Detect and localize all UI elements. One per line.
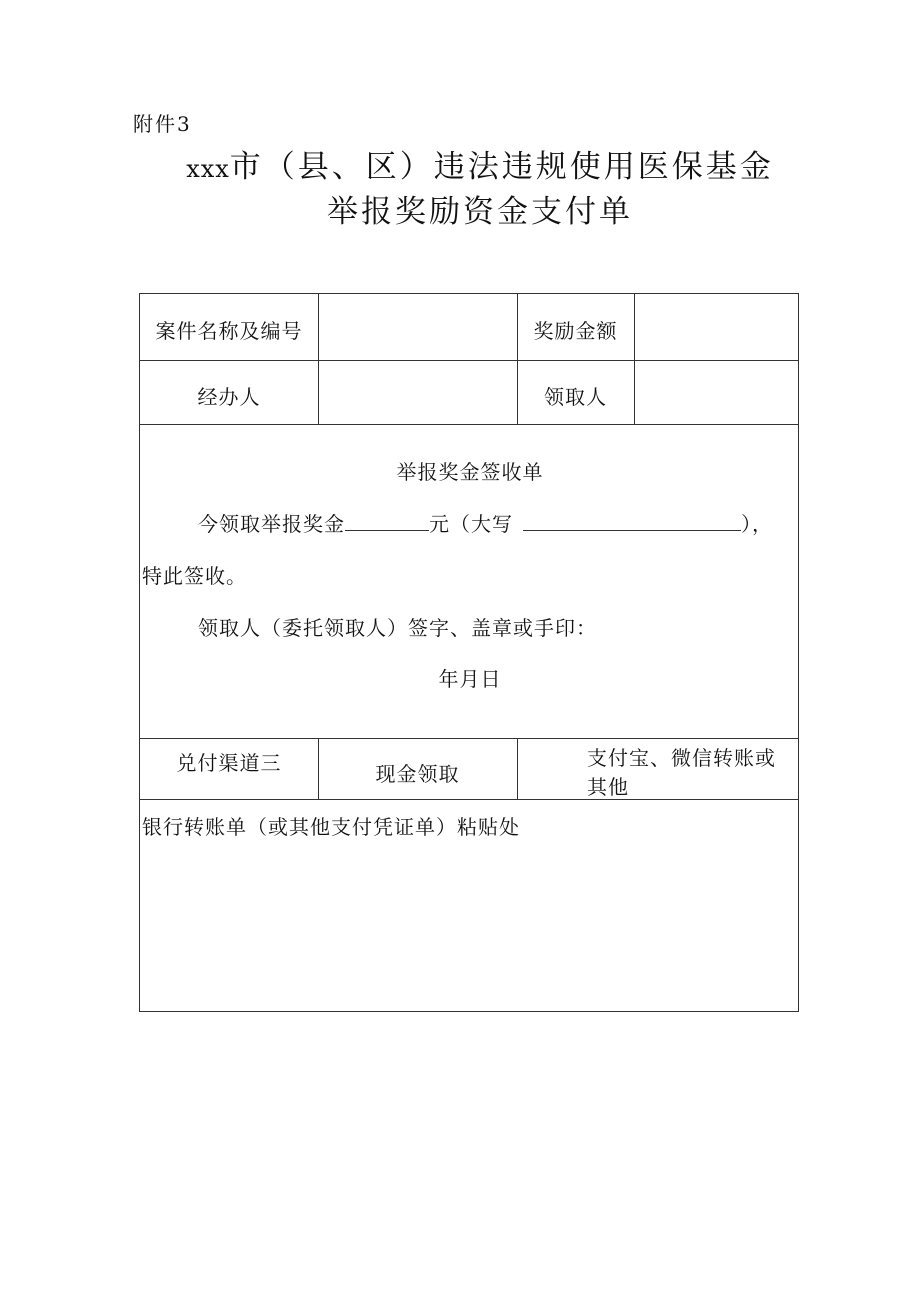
table-row-divider [140, 424, 798, 425]
receipt-signature-line: 领取人（委托领取人）签字、盖章或手印： [198, 616, 597, 640]
receipt-date: 年月日 [438, 667, 502, 691]
attachment-label: 附件3 [133, 112, 192, 136]
table-row-divider [140, 360, 798, 361]
title-placeholder-prefix: xxx [186, 155, 230, 183]
channel-other-line-1: 支付宝、微信转账或 [587, 746, 776, 770]
table-row-divider [140, 738, 798, 739]
recipient-label: 领取人 [544, 385, 607, 409]
channel-cash: 现金领取 [375, 762, 460, 786]
receipt-amount-middle: 元（大写 [429, 512, 513, 536]
table-column-divider [318, 294, 319, 424]
case-name-label: 案件名称及编号 [155, 319, 303, 343]
receipt-title: 举报奖金签收单 [396, 460, 544, 484]
receipt-confirm-text: 特此签收。 [142, 564, 247, 588]
reward-amount-label: 奖励金额 [533, 319, 618, 343]
paste-area-label: 银行转账单（或其他支付凭证单）粘贴处 [142, 815, 520, 839]
receipt-amount-line [198, 508, 773, 537]
table-column-divider [634, 294, 635, 424]
table-column-divider [517, 738, 518, 799]
voucher-paste-area[interactable] [140, 839, 798, 1009]
handler-label: 经办人 [197, 385, 261, 409]
document-title-line-1 [0, 141, 920, 186]
channel-label: 兑付渠道三 [176, 751, 282, 775]
receipt-amount-prefix: 今领取举报奖金 [198, 512, 345, 536]
payment-form-table [139, 293, 799, 1012]
channel-other-line-2: 其他 [587, 775, 629, 799]
receipt-amount-suffix: ）， [741, 512, 773, 536]
table-row-divider [140, 799, 798, 800]
document-title-line-2: 举报奖励资金支付单 [327, 194, 633, 230]
amount-in-words-blank[interactable] [523, 508, 741, 531]
title-line-1-text: 市（县、区）违法违规使用医保基金 [229, 149, 774, 185]
amount-figures-blank[interactable] [345, 508, 429, 531]
